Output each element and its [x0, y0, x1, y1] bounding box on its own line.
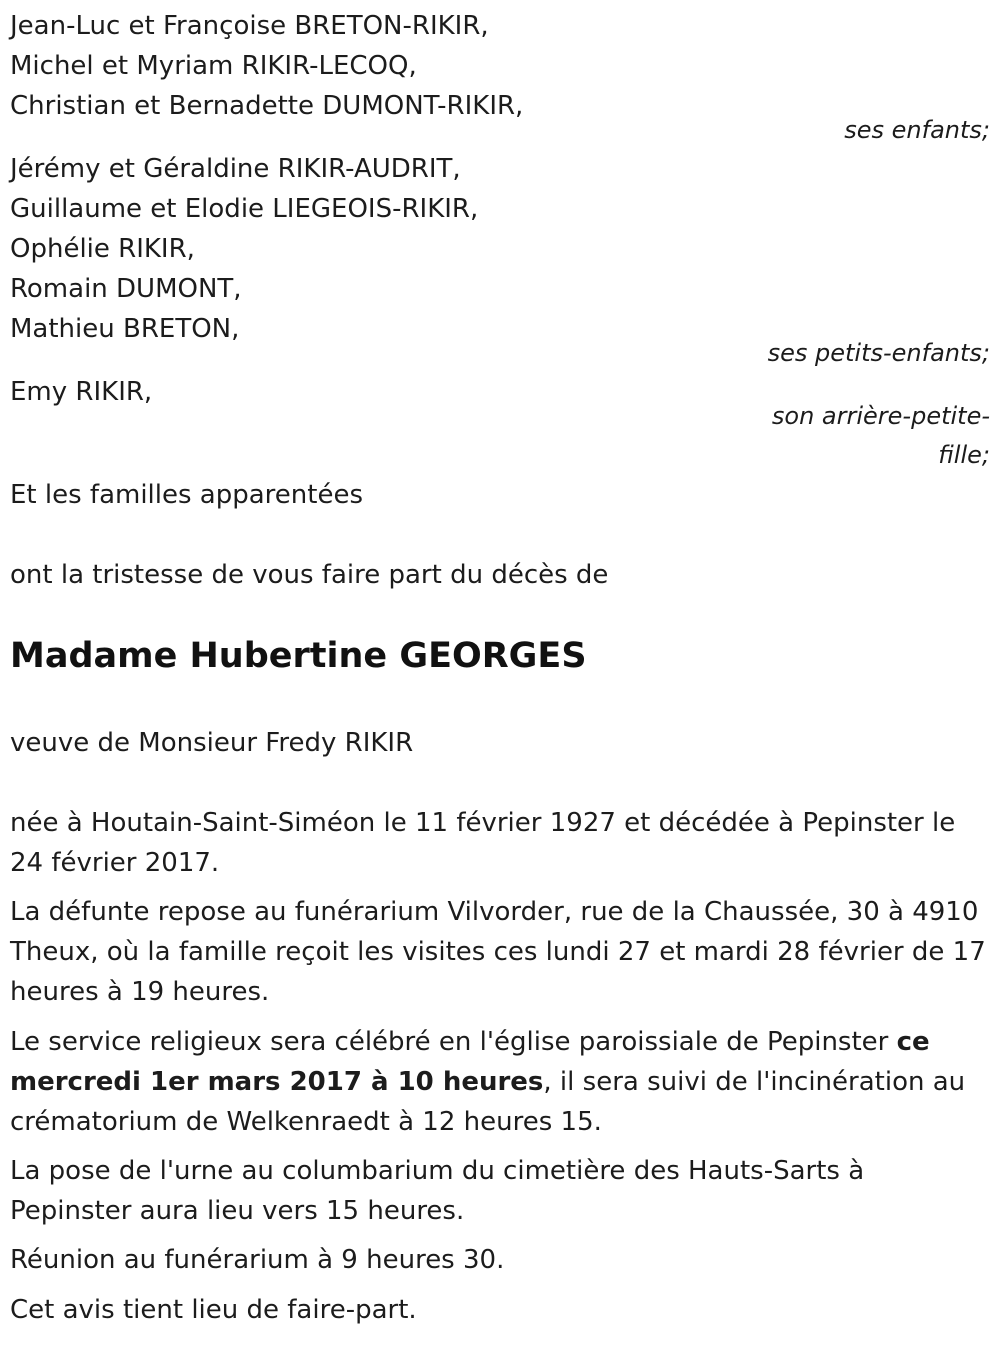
service-paragraph	[10, 1022, 990, 1142]
families-line: Et les familles apparentées	[10, 480, 364, 510]
grandchild-line-4: Romain DUMONT,	[10, 274, 242, 304]
urn-paragraph: La pose de l'urne au columbarium du cimetière des Hauts-Sarts à Pepinster aura lieu vers 15 heures.	[10, 1156, 865, 1226]
child-line-3: Christian et Bernadette DUMONT-RIKIR,	[10, 91, 524, 121]
birth-death-paragraph: née à Houtain-Saint-Siméon le 11 février 1927 et décédée à Pepinster le 24 février 2017.	[10, 808, 956, 878]
service-text-after: , il sera suivi de l'incinération au crématorium de Welkenraedt à 12 heures 15.	[10, 1067, 966, 1137]
notice-paragraph: Cet avis tient lieu de faire-part.	[10, 1295, 417, 1325]
great-grandchild-role-line-2: fille;	[938, 441, 990, 469]
great-grandchild-line: Emy RIKIR,	[10, 377, 153, 407]
rest-place-paragraph: La défunte repose au funérarium Vilvorder, rue de la Chaussée, 30 à 4910 Theux, où la famille reçoit les visites ces lundi 27 et mardi 28 février de 17 heures à 19 heures.	[10, 897, 986, 1007]
child-line-2: Michel et Myriam RIKIR-LECOQ,	[10, 51, 417, 81]
announcement-line: ont la tristesse de vous faire part du décès de	[10, 560, 609, 590]
service-text-before: Le service religieux sera célébré en l'église paroissiale de Pepinster	[10, 1027, 897, 1057]
meeting-paragraph: Réunion au funérarium à 9 heures 30.	[10, 1245, 505, 1275]
grandchild-line-1: Jérémy et Géraldine RIKIR-AUDRIT,	[10, 154, 461, 184]
widow-of-line: veuve de Monsieur Fredy RIKIR	[10, 728, 414, 758]
great-grandchild-role-line-1: son arrière-petite-	[771, 402, 990, 430]
grandchild-line-5: Mathieu BRETON,	[10, 314, 240, 344]
deceased-name: Madame Hubertine GEORGES	[10, 636, 587, 676]
child-line-1: Jean-Luc et Françoise BRETON-RIKIR,	[10, 11, 489, 41]
service-date-time: ce mercredi 1er mars 2017 à 10 heures	[10, 1027, 930, 1097]
grandchildren-role: ses petits-enfants;	[767, 339, 990, 367]
children-role: ses enfants;	[844, 116, 990, 144]
grandchild-line-2: Guillaume et Elodie LIEGEOIS-RIKIR,	[10, 194, 479, 224]
grandchild-line-3: Ophélie RIKIR,	[10, 234, 195, 264]
